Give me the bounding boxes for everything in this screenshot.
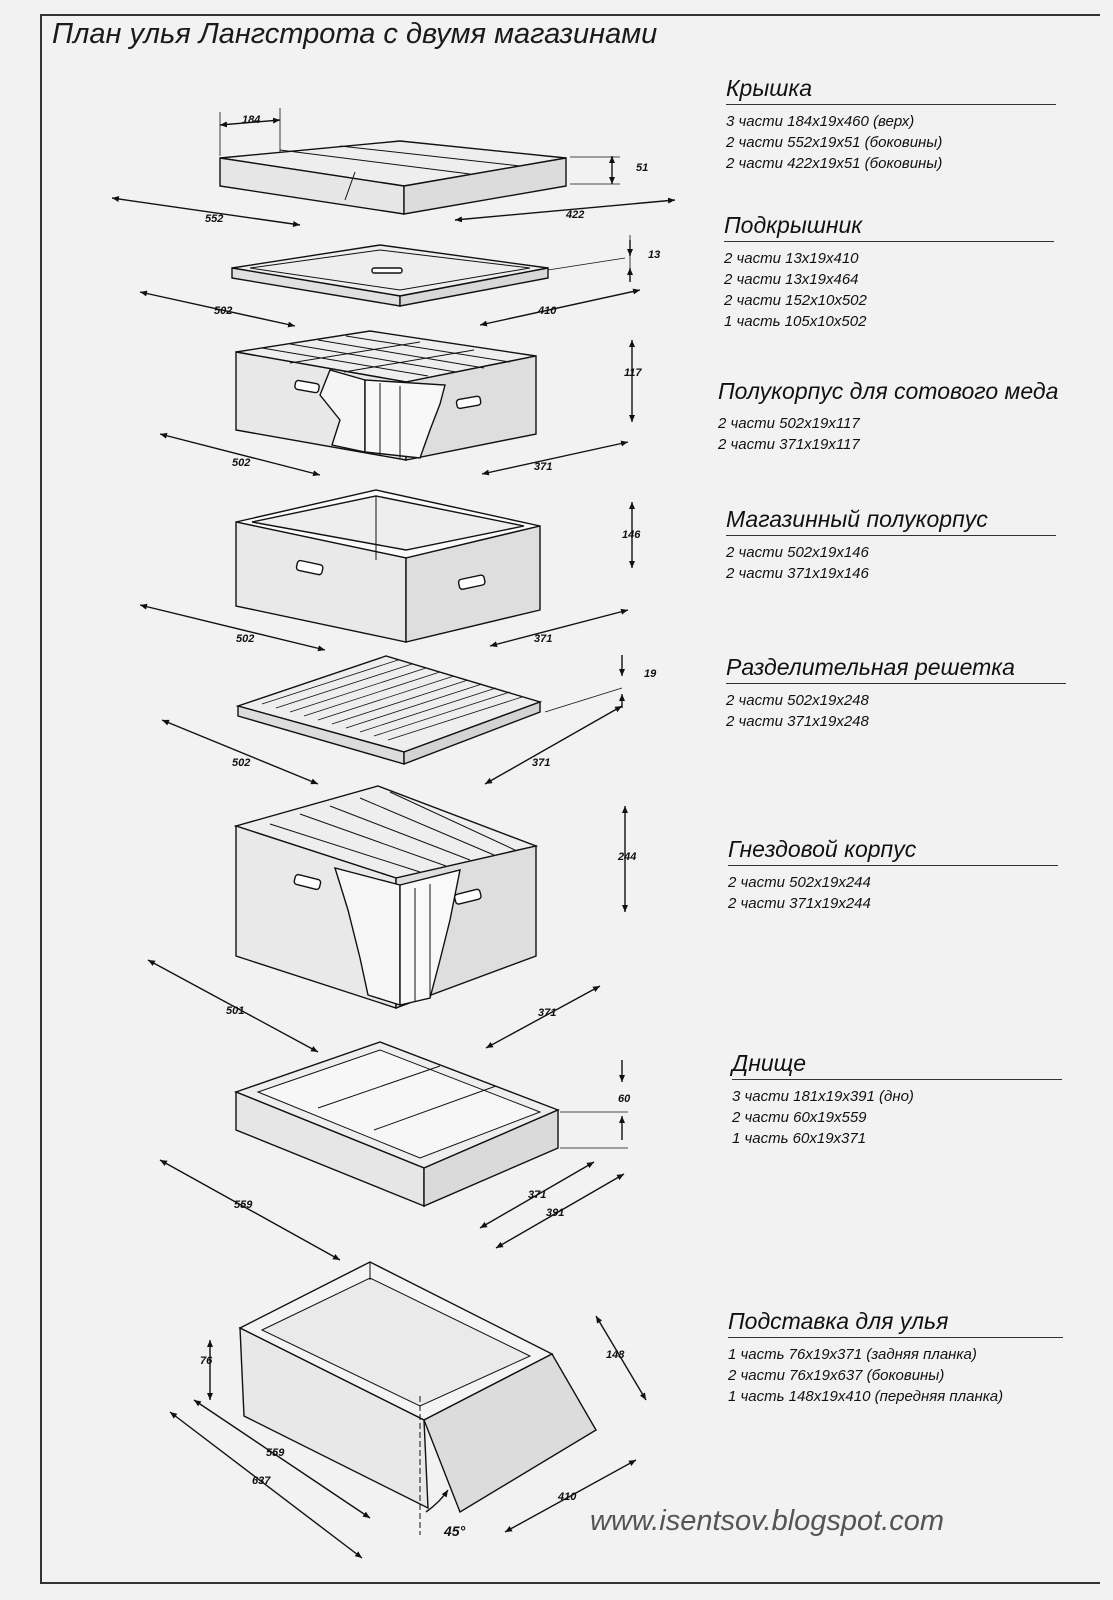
comb-super-dim-width	[482, 442, 628, 474]
section-heading: Магазинный полукорпус	[726, 506, 1056, 536]
part-line: 1 часть 60x19x371	[732, 1130, 867, 1147]
excluder-label-width: 371	[532, 757, 551, 769]
section-brood-box	[728, 836, 1058, 914]
hive-stand-drawing	[240, 1262, 596, 1512]
section-heading: Подставка для улья	[728, 1308, 1063, 1338]
part-line: 1 часть 148x19x410 (передняя планка)	[728, 1388, 1004, 1405]
stand-label-width: 410	[558, 1491, 577, 1503]
shallow-super-drawing	[236, 490, 540, 642]
stand-label-length-inner: 559	[266, 1447, 285, 1459]
lid-dim-width	[455, 200, 675, 220]
website-watermark: www.isentsov.blogspot.com	[590, 1505, 945, 1537]
part-line: 2 части 502x19x117	[718, 415, 860, 432]
section-comb-honey-super	[718, 378, 1108, 455]
part-line: 2 части 371x19x117	[718, 436, 860, 453]
section-heading: Подкрышник	[724, 212, 1054, 242]
inner-cover-label-width: 410	[538, 305, 557, 317]
stand-label-length-outer: 637	[252, 1475, 271, 1487]
bottom-label-width-inner: 371	[528, 1189, 547, 1201]
brood-box-drawing	[236, 786, 536, 1008]
section-heading: Днище	[732, 1050, 1062, 1080]
part-line: 2 части 502x19x146	[726, 544, 869, 561]
lid-label-length: 552	[205, 213, 224, 225]
section-queen-excluder	[726, 654, 1066, 732]
comb-super-label-length: 502	[232, 457, 251, 469]
excluder-drawing	[238, 656, 540, 764]
inner-cover-dim-width	[480, 290, 640, 325]
section-lid	[726, 75, 1056, 174]
section-heading: Гнездовой корпус	[728, 836, 1058, 866]
part-line: 2 части 371x19x248	[726, 713, 869, 730]
bottom-label-length: 559	[234, 1199, 253, 1211]
brood-label-height: 244	[618, 851, 637, 863]
lid-drawing	[220, 141, 566, 214]
part-line: 2 части 371x19x244	[728, 895, 871, 912]
part-line: 2 части 502x19x244	[728, 874, 871, 891]
comb-super-label-height: 117	[624, 367, 642, 379]
part-line: 2 части 371x19x146	[726, 565, 869, 582]
section-inner-cover	[724, 212, 1054, 332]
part-line: 2 части 152x10x502	[724, 292, 867, 309]
excluder-label-height: 19	[644, 668, 657, 680]
part-line: 3 части 181x19x391 (дно)	[732, 1088, 914, 1105]
brood-label-length: 501	[226, 1005, 245, 1017]
bottom-label-width-outer: 391	[546, 1207, 565, 1219]
brood-label-width: 371	[538, 1007, 557, 1019]
page-title: План улья Лангстрота с двумя магазинами	[52, 18, 658, 50]
part-line: 3 части 184x19x460 (верх)	[726, 113, 915, 130]
part-line: 2 части 552x19x51 (боковины)	[726, 134, 943, 151]
lid-label-top: 184	[242, 114, 261, 126]
lid-label-height: 51	[636, 162, 649, 174]
lid-label-width: 422	[566, 209, 585, 221]
inner-cover-label-length: 502	[214, 305, 233, 317]
stand-label-angle: 45°	[444, 1523, 466, 1539]
section-heading: Разделительная решетка	[726, 654, 1066, 684]
bottom-board-drawing	[236, 1042, 558, 1206]
shallow-super-label-height: 146	[622, 529, 641, 541]
part-line: 2 части 76x19x637 (боковины)	[728, 1367, 945, 1384]
comb-super-label-width: 371	[534, 461, 553, 473]
part-line: 1 часть 105x10x502	[724, 313, 867, 330]
section-shallow-super	[726, 506, 1056, 584]
inner-cover-drawing	[232, 245, 548, 306]
excluder-label-length: 502	[232, 757, 251, 769]
inner-cover-label-height: 13	[648, 249, 661, 261]
stand-angle-arc	[426, 1490, 448, 1512]
shallow-super-label-width: 371	[534, 633, 553, 645]
part-line: 1 часть 76x19x371 (задняя планка)	[728, 1346, 977, 1363]
section-heading: Полукорпус для сотового меда	[718, 378, 1059, 404]
part-line: 2 части 502x19x248	[726, 692, 869, 709]
part-line: 2 части 13x19x410	[724, 250, 859, 267]
stand-label-height-back: 76	[200, 1355, 213, 1367]
part-line: 2 части 60x19x559	[732, 1109, 867, 1126]
stand-label-height-front: 148	[606, 1349, 625, 1361]
section-hive-stand	[728, 1308, 1063, 1407]
section-heading: Крышка	[726, 75, 1056, 105]
comb-super-drawing	[236, 331, 536, 460]
section-bottom-board	[732, 1050, 1062, 1149]
part-line: 2 части 13x19x464	[724, 271, 859, 288]
shallow-super-label-length: 502	[236, 633, 255, 645]
bottom-label-height: 60	[618, 1093, 631, 1105]
part-line: 2 части 422x19x51 (боковины)	[726, 155, 943, 172]
